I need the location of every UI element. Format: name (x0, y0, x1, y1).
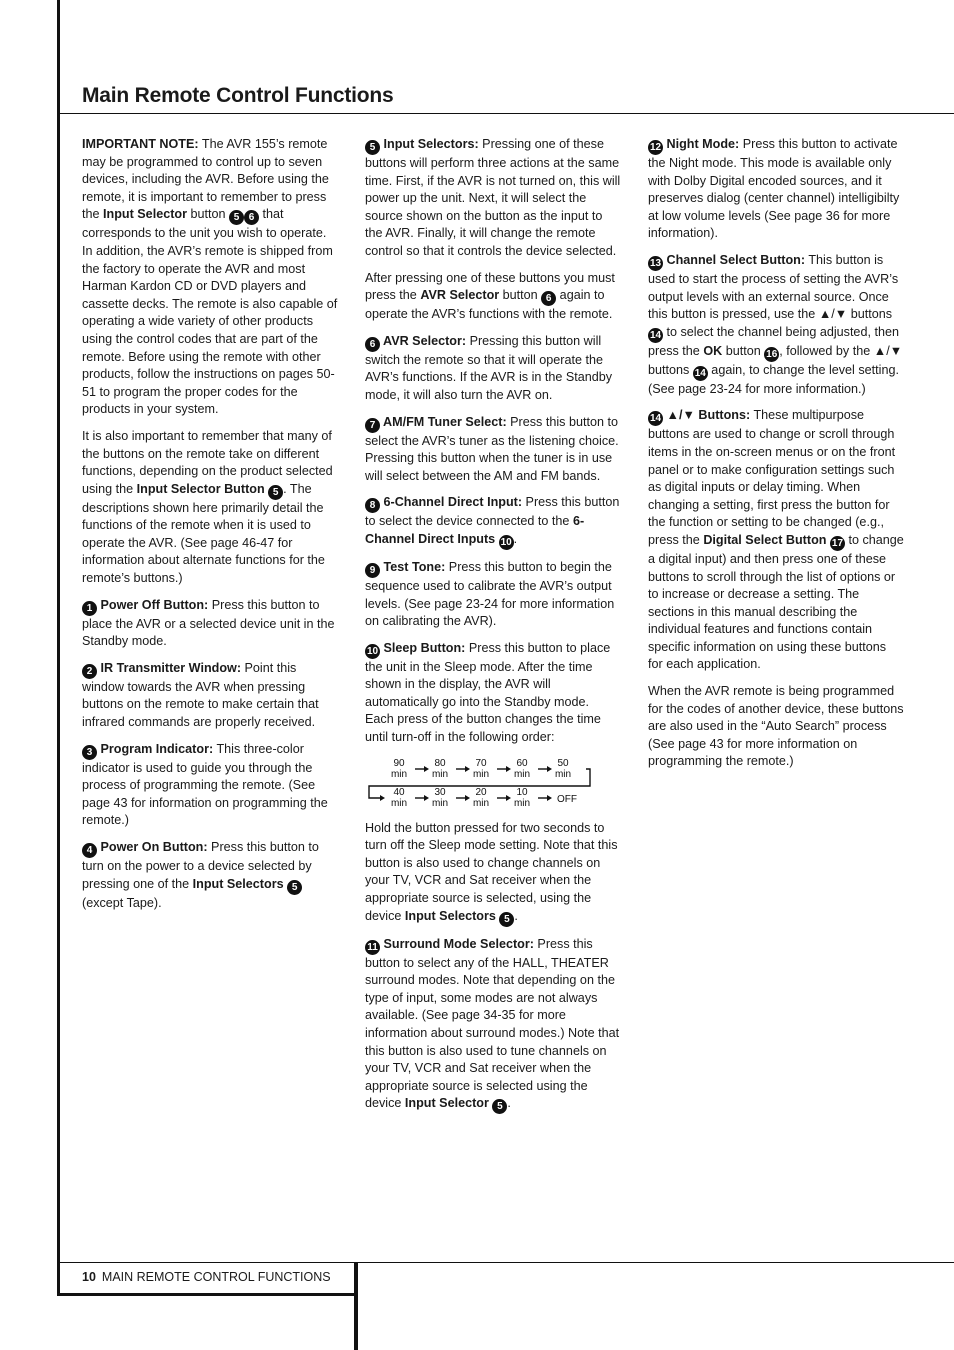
callout-number-icon: 13 (649, 257, 662, 269)
text-run: to change a digital input) and then press one of these buttons to scroll through the list of options or to increase or decrease a setting. The sections in this manual describing the individual features and functions contain specific information on using these buttons for each application. (648, 532, 904, 672)
bold-term: Power On Button: (97, 840, 208, 854)
callout-number-icon: 5 (268, 485, 283, 500)
text-run: Press this button to select any of the HALL, THEATER surround modes. Note that depending on the type of input, some modes are not always available. (See page 34-35 for more information about surround modes.) Note that this button is also used to tune channels on your TV, VCR and Sat receiver when the appropriate source is selected using the device (365, 936, 620, 1111)
text-run: Press this button to begin the sequence used to calibrate the AVR’s output levels. (See page 23-24 for more information on calibrating the AVR). (365, 559, 615, 629)
arrow-head (506, 795, 511, 801)
paragraph (365, 936, 621, 1115)
bold-term: Input Selectors: (380, 137, 479, 151)
text-run: . (507, 1096, 511, 1111)
bold-term: Digital Select Button (703, 532, 830, 547)
callout-number-icon: 11 (365, 940, 380, 955)
bold-term: AM/FM Tuner Select: (380, 414, 507, 429)
text-run: Press this button to place the AVR or a selected device unit in the Standby mode. (82, 597, 335, 649)
paragraph (365, 640, 621, 747)
text-run: to select the channel being adjusted, then press the (648, 324, 899, 358)
bold-term: Channel Select Button: (663, 252, 806, 267)
text-run: Press this button to turn on the power to a device selected by pressing one of the (82, 840, 319, 891)
paragraph (82, 136, 338, 419)
title-rule (60, 113, 954, 114)
text-run: These multipurpose buttons are used to change or scroll through items in the on-screen menus or on the front panel or to make configuration settings such as digital inputs or delay timing. When changing a setting, first press the button for the function or setting to be changed (e.g., press the (648, 408, 896, 547)
text-run: again, to change the level setting. (See page 23-24 for more information.) (648, 362, 899, 396)
bold-term: 6-Channel Direct Inputs (365, 514, 585, 546)
bold-term: OK (703, 343, 723, 358)
column-2 (365, 136, 621, 1123)
bold-term: Night Mode: (663, 137, 740, 151)
sleep-unit: min (513, 797, 531, 809)
bold-term: 6-Channel Direct Input: (380, 495, 523, 510)
sleep-value: 30 (434, 786, 446, 798)
paragraph (82, 741, 338, 830)
sleep-value: 70 (475, 757, 487, 769)
text-run: button (722, 343, 765, 358)
text-run: . (514, 908, 518, 923)
bold-term: Input Selector (103, 207, 187, 222)
sleep-unit: min (472, 797, 490, 809)
text-run: button (186, 207, 229, 222)
text-run: Hold the button pressed for two seconds to turn off the Sleep mode setting. Note that this button is also used to change channels on your TV, VCR and Sat receiver when the appropriate source is selected, using the device (365, 820, 618, 923)
bold-term: AVR Selector: (380, 333, 467, 348)
arrow-head (465, 766, 470, 772)
text-run: Press this button to select the device connected to the (365, 495, 620, 529)
paragraph (82, 839, 338, 912)
sleep-value: 40 (393, 786, 405, 798)
text-run: (except Tape). (82, 895, 162, 910)
column-3 (648, 136, 904, 780)
sleep-unit: min (472, 768, 490, 780)
callout-number-icon: 9 (365, 563, 380, 578)
text-run: When the AVR remote is being programmed for the codes of another device, these buttons are also used in the “Auto Search” process (See page 43 for more information on programming the remote.) (648, 684, 904, 769)
sleep-value: 90 (393, 757, 405, 769)
left-border-bar (57, 0, 60, 1296)
sleep-value: 60 (516, 757, 528, 769)
paragraph (648, 136, 904, 243)
sleep-unit: min (390, 768, 408, 780)
sleep-value: 80 (434, 757, 446, 769)
sleep-value: 50 (557, 757, 569, 769)
sleep-value: 20 (475, 786, 487, 798)
bold-term: IR Transmitter Window: (97, 660, 242, 675)
bold-term: Input Selectors (404, 908, 500, 923)
text-run: Pressing this button will switch the remote so that it will operate the AVR’s functions. If the AVR is in the Standby mode, it will also turn the AVR on. (365, 333, 613, 402)
callout-number-icon: 14 (694, 367, 706, 379)
text-run: . The descriptions shown here primarily detail the functions of the remote when it is used to operate the AVR. (See page 46-47 for information about alternate functions for the remote’s buttons.) (82, 481, 325, 586)
arrow-head (424, 795, 429, 801)
callout-number-icon: 1 (82, 601, 97, 616)
bold-term: Test Tone: (380, 559, 446, 574)
text-run: button (499, 288, 542, 303)
text-run: again to operate the AVR’s functions with the remote. (365, 288, 613, 322)
page-number: 10 (82, 1270, 96, 1284)
sleep-value: 10 (516, 786, 528, 798)
callout-number-icon: 2 (82, 664, 97, 679)
sleep-unit: min (554, 768, 572, 780)
footer-label: MAIN REMOTE CONTROL FUNCTIONS (101, 1270, 331, 1284)
arrow-head (465, 795, 470, 801)
callout-number-icon: 10 (366, 645, 379, 657)
paragraph (82, 428, 338, 588)
sleep-unit: min (431, 797, 449, 809)
paragraph (365, 333, 621, 405)
text-run: , followed by the ▲/▼ buttons (648, 343, 903, 377)
text-run: The AVR 155’s remote may be programmed to control up to seven devices, including the AVR. Before using the remote, it is important to remember to press the (82, 137, 329, 222)
text-run: . (513, 531, 518, 546)
callout-number-icon: 5 (229, 210, 244, 225)
sleep-unit: min (390, 797, 408, 809)
callout-number-icon: 14 (649, 329, 662, 341)
callout-number-icon: 12 (649, 142, 662, 153)
text-run: Pressing one of these buttons will perform three actions at the same time. First, if the AVR is not turned on, this will power up the unit. Next, it will select the source shown on the button as the input to the AVR. Finally, it will change the remote control so that it controls the device selected. (365, 137, 621, 258)
page-title: Main Remote Control Functions (82, 84, 394, 107)
loop-arrow-head (380, 795, 385, 801)
paragraph (365, 270, 621, 324)
paragraph (82, 597, 338, 651)
footer-divider-bar (354, 1263, 358, 1350)
callout-number-icon: 5 (499, 912, 514, 927)
sleep-unit: min (513, 768, 531, 780)
callout-number-icon: 5 (365, 140, 380, 155)
arrow-head (547, 766, 552, 772)
text-run: that corresponds to the unit you wish to operate. In addition, the AVR’s remote is shipped from the factory to operate the AVR and most Harman Kardon CD or DVD players and cassette decks. The remote is also capable of operating a wide variety of other products using the control codes that are part of the remote. Before using the remote with other products, follow the instructions on pages 50-51 to program the proper codes for the products in your system. (82, 207, 338, 417)
callout-number-icon: 14 (649, 413, 662, 425)
callout-number-icon: 3 (82, 745, 97, 760)
paragraph (82, 660, 338, 732)
callout-number-icon: 7 (365, 418, 380, 433)
column-1 (82, 136, 338, 921)
sleep-order-diagram (365, 756, 595, 812)
callout-number-icon: 8 (365, 498, 380, 513)
paragraph (365, 559, 621, 631)
bold-term: Input Selector (404, 1096, 493, 1111)
arrow-head (506, 766, 511, 772)
footer-box-bottom (57, 1293, 357, 1296)
column-2-part-a (365, 136, 621, 747)
text-run: This three-color indicator is used to guide you through the process of programming the remote. (See page 43 for information on programming the remote.) (82, 741, 328, 828)
paragraph (365, 136, 621, 261)
bold-term: Program Indicator: (97, 741, 214, 756)
paragraph (648, 683, 904, 771)
callout-number-icon: 5 (492, 1099, 507, 1114)
paragraph (365, 820, 621, 927)
callout-number-icon: 17 (831, 537, 844, 549)
callout-number-icon: 4 (82, 843, 97, 858)
text-run: This button is used to start the process of setting the AVR’s output levels with an external source. Once this button is pressed, use the ▲/▼ buttons (648, 252, 899, 322)
callout-number-icon: 6 (365, 337, 380, 352)
paragraph (648, 407, 904, 674)
bold-term: ▲/▼ Buttons: (663, 408, 751, 423)
bold-term: AVR Selector (420, 288, 500, 303)
arrow-head (424, 766, 429, 772)
callout-number-icon: 6 (541, 291, 556, 306)
text-run: Press this button to activate the Night mode. This mode is available only with Dolby Digital encoded sources, and it preserves dialog (center channel) intelligibilty at low volume levels (See page 36 for more information). (648, 137, 900, 241)
text-run: Press this button to place the unit in the Sleep mode. After the time shown in the display, the AVR will automatically go into the Standby mode. Each press of the button changes the time until turn-off in the following order: (365, 640, 611, 745)
paragraph (648, 252, 904, 398)
page-footer (82, 1270, 331, 1284)
bold-term: Surround Mode Selector: (380, 936, 534, 951)
footer-rule (60, 1262, 954, 1263)
bold-term: IMPORTANT NOTE: (82, 137, 199, 151)
bold-term: Power Off Button: (97, 597, 209, 612)
text-run: Point this window towards the AVR when pressing buttons on the remote to make certain that infrared commands are properly received. (82, 660, 319, 730)
text-run: Press this button to select the AVR’s tuner as the listening choice. Pressing this button when the tuner is in use will select between the AM and FM bands. (365, 414, 619, 483)
callout-number-icon: 6 (244, 210, 259, 225)
arrow-head (547, 795, 552, 801)
bold-term: Input Selector Button (136, 481, 269, 496)
column-2-part-b (365, 820, 621, 1115)
paragraph (365, 414, 621, 486)
callout-number-icon: 5 (287, 880, 302, 895)
bold-term: Input Selectors (192, 876, 288, 891)
text-run: After pressing one of these buttons you must press the (365, 270, 615, 303)
callout-number-icon: 16 (766, 348, 778, 360)
paragraph (365, 494, 621, 550)
bold-term: Sleep Button: (380, 640, 466, 655)
sleep-off-label: OFF (557, 793, 577, 805)
callout-number-icon: 10 (500, 536, 512, 548)
text-run: It is also important to remember that many of the buttons on the remote take on different functions, depending on the product selected using the (82, 428, 333, 496)
sleep-unit: min (431, 768, 449, 780)
